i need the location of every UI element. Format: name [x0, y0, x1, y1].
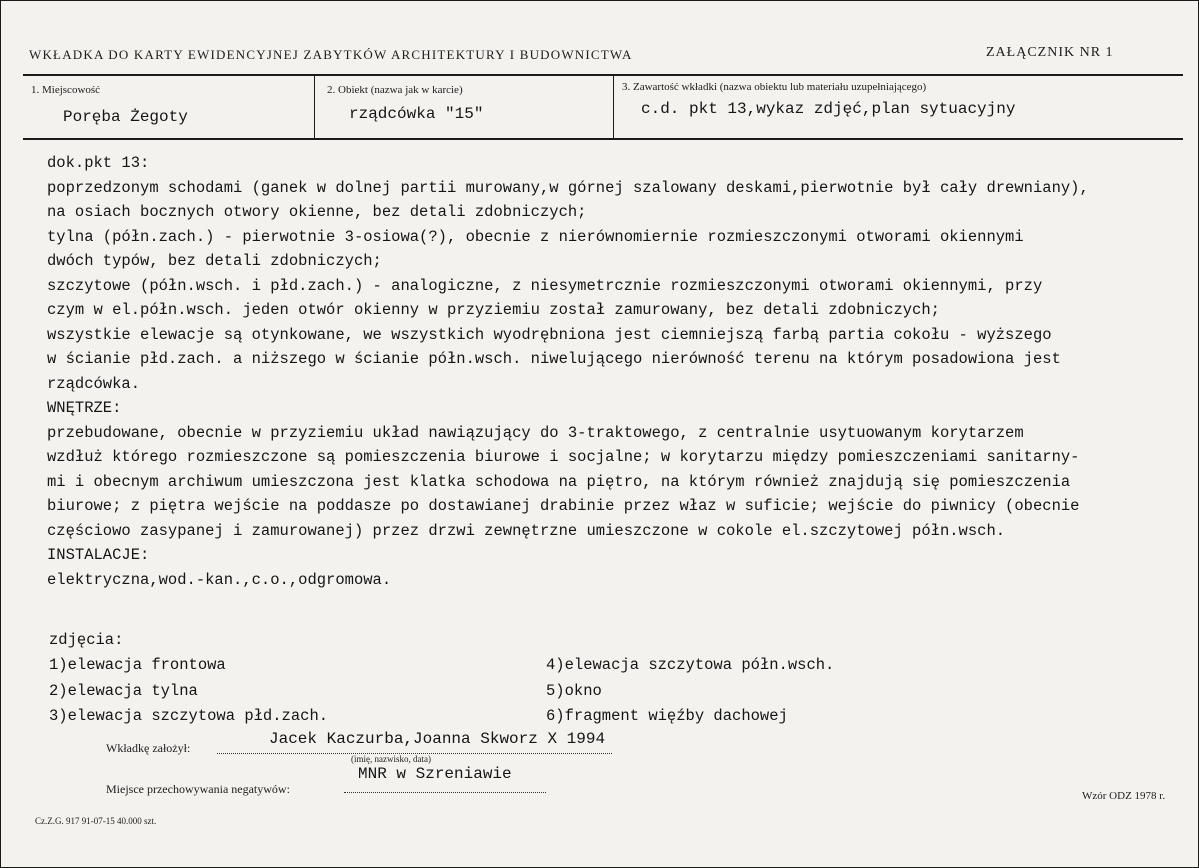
form-title: WKŁADKA DO KARTY EWIDENCYJNEJ ZABYTKÓW ARCHITEKTURY I BUDOWNICTWA: [29, 47, 633, 62]
text-line: w ścianie płd.zach. a niższego w ścianie półn.wsch. niwelującego nierówność terenu na którym posadowiona jest: [47, 350, 1061, 368]
photo-item: 3)elewacja szczytowa płd.zach.: [49, 707, 329, 725]
text-line: elektryczna,wod.-kan.,c.o.,odgromowa.: [47, 570, 392, 589]
photo-row: [49, 679, 949, 705]
description-text: [47, 151, 1197, 592]
annex-number: ZAŁĄCZNIK NR 1: [986, 45, 1114, 60]
photo-item: 5)okno: [546, 681, 602, 700]
header-rule: [23, 74, 1183, 76]
contents-value: c.d. pkt 13,wykaz zdjęć,plan sytuacyjny: [641, 100, 1016, 118]
negatives-storage-value: MNR w Szreniawie: [358, 765, 512, 783]
text-line: wzdłuż którego rozmieszczone są pomieszczenia biurowe i socjalne; w korytarzu między pomieszczeniami sanitarny-: [47, 448, 1080, 466]
object-label: 2. Obiekt (nazwa jak w karcie): [327, 84, 463, 96]
founded-by-label: Wkładkę założył:: [106, 741, 191, 755]
photo-row: [49, 653, 949, 679]
form-template-id: Wzór ODZ 1978 r.: [1082, 790, 1166, 802]
section-heading-interior: WNĘTRZE:: [47, 399, 122, 417]
text-line: czym w el.półn.wsch. jeden otwór okienny w przyziemiu został zamurowany, bez detali zdobniczych;: [47, 301, 940, 319]
text-line: dwóch typów, bez detali zdobniczych;: [47, 252, 382, 270]
text-line: szczytowe (półn.wsch. i płd.zach.) - analogiczne, z niesymetrcznie rozmieszczonymi otworami okiennymi, przy: [47, 276, 1043, 295]
founded-by-value: Jacek Kaczurba,Joanna Skworz X 1994: [269, 730, 606, 748]
printing-info: Cz.Z.G. 917 91-07-15 40.000 szt.: [35, 816, 157, 826]
locality-value: Poręba Żegoty: [63, 108, 188, 126]
text-line: wszystkie elewacje są otynkowane, we wszystkich wyodrębniona jest ciemniejszą farbą partia cokołu - wyższego: [47, 325, 1052, 344]
text-line: poprzedzonym schodami (ganek w dolnej partii murowany,w górnej szalowany deskami,pierwotnie był cały drewniany),: [47, 178, 1089, 197]
photo-list-title: zdjęcia:: [49, 631, 124, 649]
photo-list: [49, 628, 949, 730]
object-value: rządcówka "15": [349, 105, 484, 123]
text-line: na osiach bocznych otwory okienne, bez detali zdobniczych;: [47, 203, 587, 221]
text-line: dok.pkt 13:: [47, 154, 150, 172]
field-divider-2: [613, 76, 614, 138]
text-line: mi i obecnym archiwum umieszczona jest klatka schodowa na piętro, na którym również znajdują się pomieszczenia: [47, 472, 1071, 491]
photo-item: 4)elewacja szczytowa półn.wsch.: [546, 656, 835, 674]
photo-item: 2)elewacja tylna: [49, 681, 198, 700]
contents-label: 3. Zawartość wkładki (nazwa obiektu lub materiału uzupełniającego): [622, 81, 927, 93]
text-line: tylna (półn.zach.) - pierwotnie 3-osiowa(?), obecnie z nierównomiernie rozmieszczonymi otworami okiennymi: [47, 227, 1024, 246]
photo-item: 6)fragment więźby dachowej: [546, 707, 788, 725]
section-heading-installations: INSTALACJE:: [47, 546, 150, 564]
founded-by-hint: (imię, nazwisko, data): [351, 754, 431, 764]
negatives-storage-dotline: [344, 792, 546, 793]
field-divider-1: [314, 76, 315, 138]
text-line: rządcówka.: [47, 374, 141, 393]
text-line: przebudowane, obecnie w przyziemiu układ nawiązujący do 3-traktowego, z centralnie usytuowanym korytarzem: [47, 423, 1024, 442]
negatives-storage-label: Miejsce przechowywania negatywów:: [106, 782, 290, 796]
locality-label: 1. Miejscowość: [31, 84, 101, 96]
photo-row: [49, 704, 949, 730]
fields-bottom-rule: [23, 138, 1183, 140]
photo-item: 1)elewacja frontowa: [49, 656, 226, 674]
text-line: biurowe; z piętra wejście na poddasze po dostawianej drabinie przez właz w suficie; wejście do piwnicy (obecnie: [47, 497, 1080, 515]
text-line: częściowo zasypanej i zamurowanej) przez drzwi zewnętrzne umieszczone w cokole el.szczytowej półn.wsch.: [47, 521, 1006, 540]
